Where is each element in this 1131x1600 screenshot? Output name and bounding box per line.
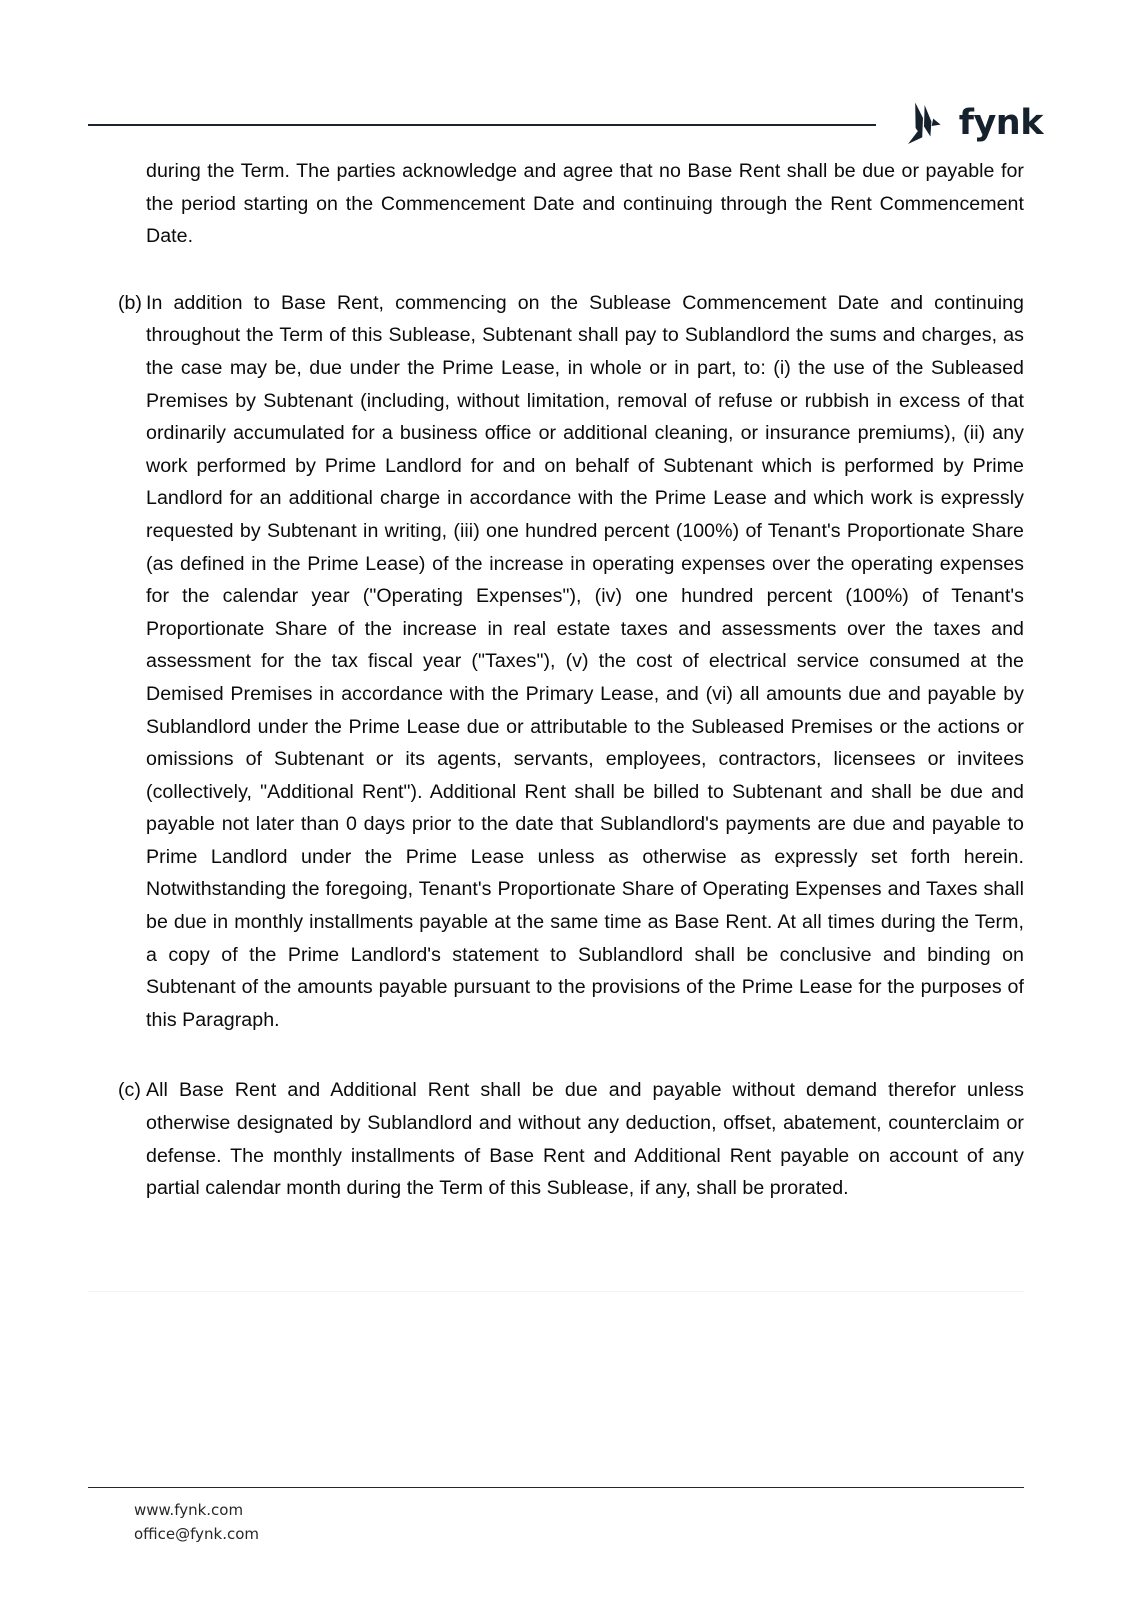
- list-item-c: [118, 1074, 1024, 1204]
- page-header: [0, 0, 1131, 150]
- brand-wordmark: fynk: [958, 102, 1043, 143]
- list-marker-c: (c): [118, 1079, 141, 1102]
- paragraph-spacer: [118, 253, 1024, 287]
- paragraph-spacer: [118, 1036, 1024, 1074]
- footer-divider: [88, 1487, 1024, 1488]
- footer-website[interactable]: www.fynk.com: [134, 1501, 244, 1519]
- list-marker-b: (b): [118, 291, 142, 314]
- section-divider: [88, 1291, 1024, 1292]
- brand-logo: [895, 96, 1043, 150]
- list-item-c-text: All Base Rent and Additional Rent shall be due and payable without demand therefor unless otherwise designated by Sublandlord and without any deduction, offset, abatement, counterclaim or defense. The monthly installments of Base Rent and Additional Rent payable on account of any partial calendar month during the Term of this Sublease, if any, shall be prorated.: [146, 1079, 1024, 1200]
- list-item-b-text: In addition to Base Rent, commencing on the Sublease Commencement Date and continuing throughout the Term of this Sublease, Subtenant shall pay to Sublandlord the sums and charges, as the case may be, due under the Prime Lease, in whole or in part, to: (i) the use of the Subleased Premises by Subtenant (including, without limitation, removal of refuse or rubbish in excess of that ordinarily accumulated for a business office or additional cleaning, or insurance premiums), (ii) any work performed by Prime Landlord for and on behalf of Subtenant which is performed by Prime Landlord for an additional charge in accordance with the Prime Lease and which work is expressly requested by Subtenant in writing, (iii) one hundred percent (100%) of Tenant's Proportionate Share (as defined in the Prime Lease) of the increase in operating expenses over the operating expenses for the calendar year ("Operating Expenses"), (iv) one hundred percent (100%) of Tenant's Proportionate Share of the increase in real estate taxes and assessments over the taxes and assessment for the tax fiscal year ("Taxes"), (v) the cost of electrical service consumed at the Demised Premises in accordance with the Primary Lease, and (vi) all amounts due and payable by Sublandlord under the Prime Lease due or attributable to the Subleased Premises or the actions or omissions of Subtenant or its agents, servants, employees, contractors, licensees or invitees (collectively, "Additional Rent"). Additional Rent shall be billed to Subtenant and shall be due and payable not later than 0 days prior to the date that Sublandlord's payments are due and payable to Prime Landlord under the Prime Lease unless as otherwise as expressly set forth herein. Notwithstanding the foregoing, Tenant's Proportionate Share of Operating Expenses and Taxes shall be due in monthly installments payable at the same time as Base Rent. At all times during the Term, a copy of the Prime Landlord's statement to Sublandlord shall be conclusive and binding on Subtenant of the amounts payable pursuant to the provisions of the Prime Lease for the purposes of this Paragraph.: [146, 291, 1024, 1031]
- paragraph-continuation: during the Term. The parties acknowledge and agree that no Base Rent shall be due or payable for the period starting on the Commencement Date and continuing through the Rent Commencement Date.: [146, 160, 1024, 248]
- origami-bird-icon: [895, 96, 949, 150]
- list-item-b: [118, 287, 1024, 1037]
- footer-email[interactable]: office@fynk.com: [134, 1525, 260, 1543]
- page-footer: [134, 1498, 259, 1546]
- header-divider: [88, 124, 876, 126]
- document-body: [118, 155, 1024, 1205]
